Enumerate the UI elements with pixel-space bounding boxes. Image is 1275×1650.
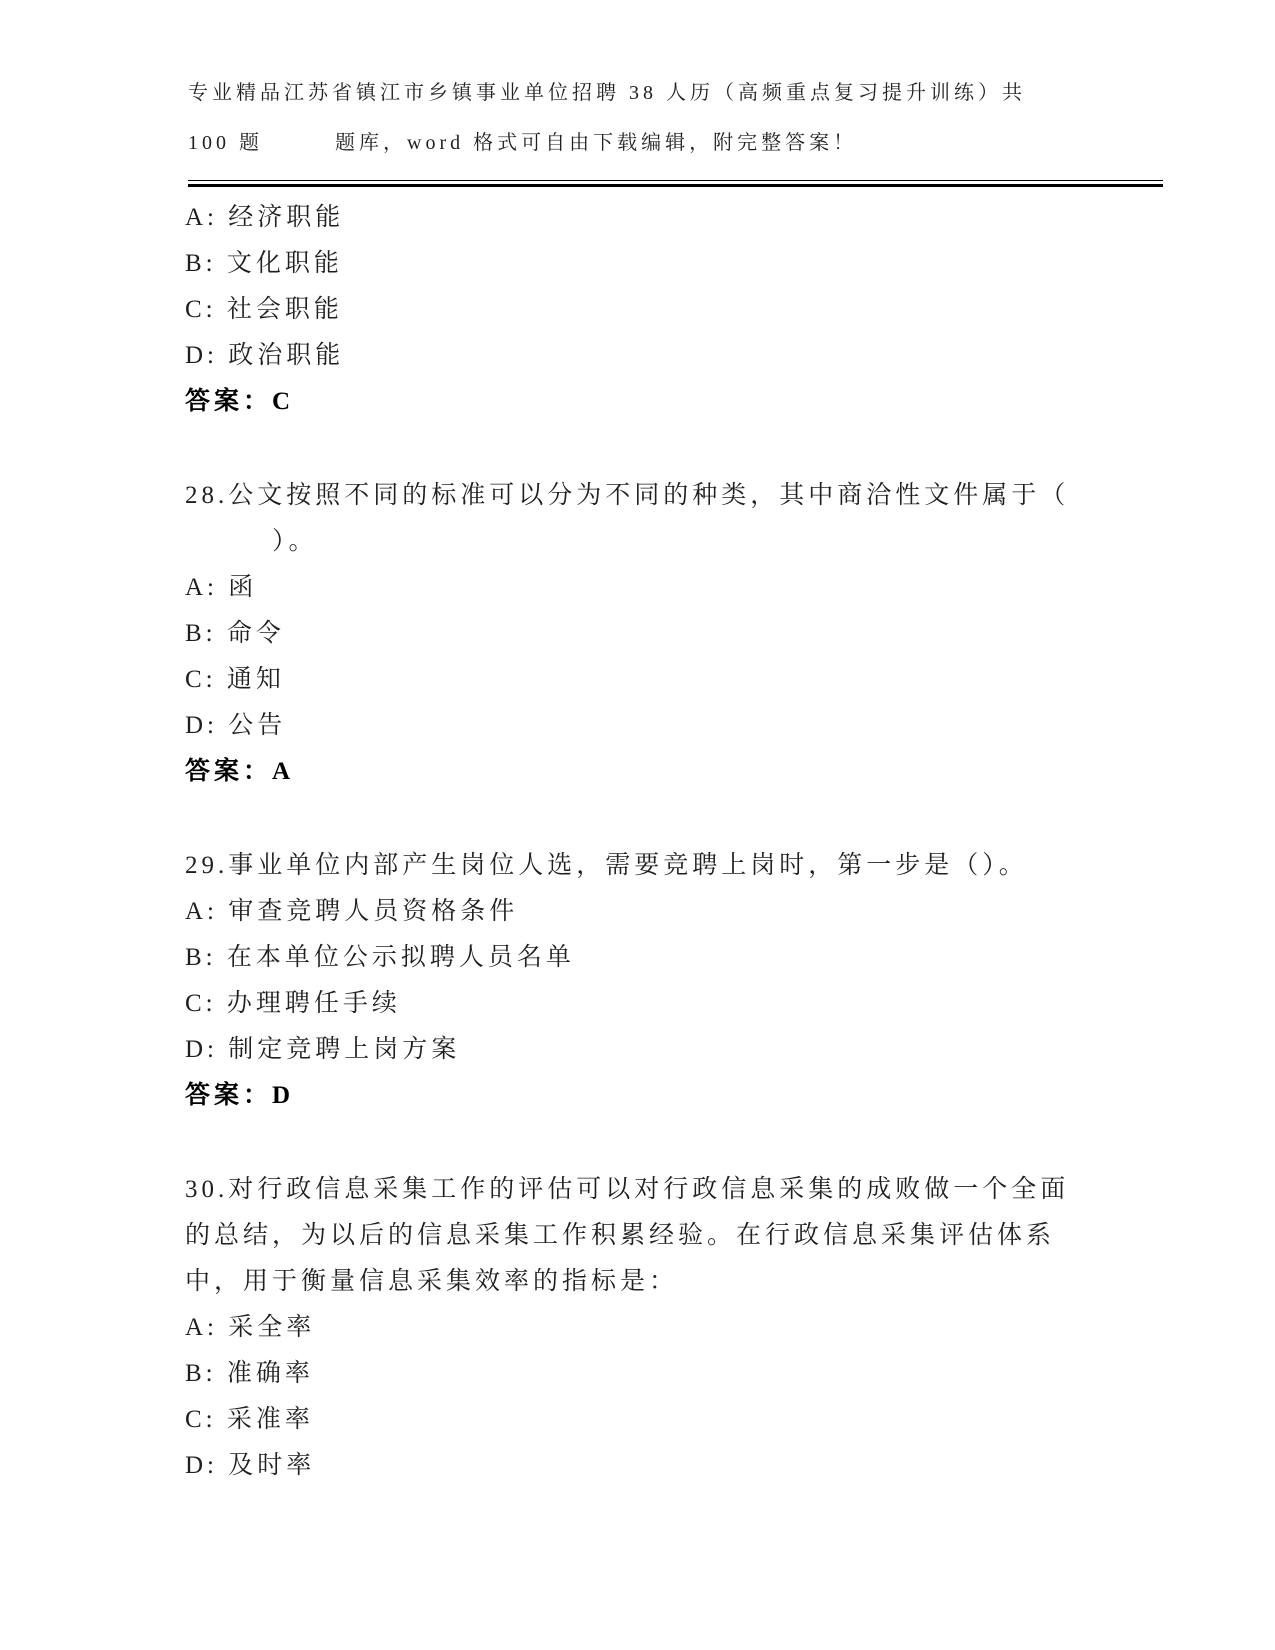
question-stem-line: 29.事业单位内部产生岗位人选，需要竞聘上岗时，第一步是（）。	[185, 852, 1028, 879]
question-stem-line: 28.公文按照不同的标准可以分为不同的种类，其中商洽性文件属于（	[185, 482, 1070, 509]
header-title-line-2: 100 题 题库，word 格式可自由下载编辑，附完整答案！	[188, 132, 858, 154]
document-header	[188, 68, 1168, 168]
option-line: C: 通知	[185, 666, 285, 693]
answer-line: 答案：C	[185, 388, 295, 415]
header-title-line-1: 专业精品江苏省镇江市乡镇事业单位招聘 38 人历（高频重点复习提升训练）共	[188, 82, 1026, 104]
answer-line: 答案：D	[185, 1082, 295, 1109]
option-line: B: 在本单位公示拟聘人员名单	[185, 944, 575, 971]
option-line: C: 采准率	[185, 1406, 314, 1433]
question-block-29	[185, 843, 1115, 1119]
question-stem-line: 中，用于衡量信息采集效率的指标是：	[185, 1268, 679, 1295]
option-line: C: 办理聘任手续	[185, 990, 401, 1017]
option-line: D: 制定竞聘上岗方案	[185, 1036, 461, 1063]
question-block-27	[185, 195, 1115, 425]
option-line: D: 政治职能	[185, 342, 345, 369]
question-block-30	[185, 1167, 1115, 1489]
option-line: D: 公告	[185, 712, 287, 739]
option-line: B: 准确率	[185, 1360, 314, 1387]
question-stem-line: 30.对行政信息采集工作的评估可以对行政信息采集的成败做一个全面	[185, 1176, 1070, 1203]
option-line: D: 及时率	[185, 1452, 316, 1479]
option-line: A: 审查竞聘人员资格条件	[185, 898, 519, 925]
question-block-28	[185, 473, 1115, 795]
answer-line: 答案：A	[185, 758, 295, 785]
header-divider-rule	[188, 180, 1163, 187]
document-body	[185, 195, 1115, 1489]
option-line: A: 经济职能	[185, 204, 345, 231]
option-line: A: 函	[185, 574, 258, 601]
option-line: B: 文化职能	[185, 250, 343, 277]
option-line: B: 命令	[185, 620, 285, 647]
option-line: C: 社会职能	[185, 296, 343, 323]
question-stem-line: 的总结，为以后的信息采集工作积累经验。在行政信息采集评估体系	[185, 1222, 1056, 1249]
option-line: A: 采全率	[185, 1314, 316, 1341]
question-stem-line: ）。	[185, 528, 318, 555]
